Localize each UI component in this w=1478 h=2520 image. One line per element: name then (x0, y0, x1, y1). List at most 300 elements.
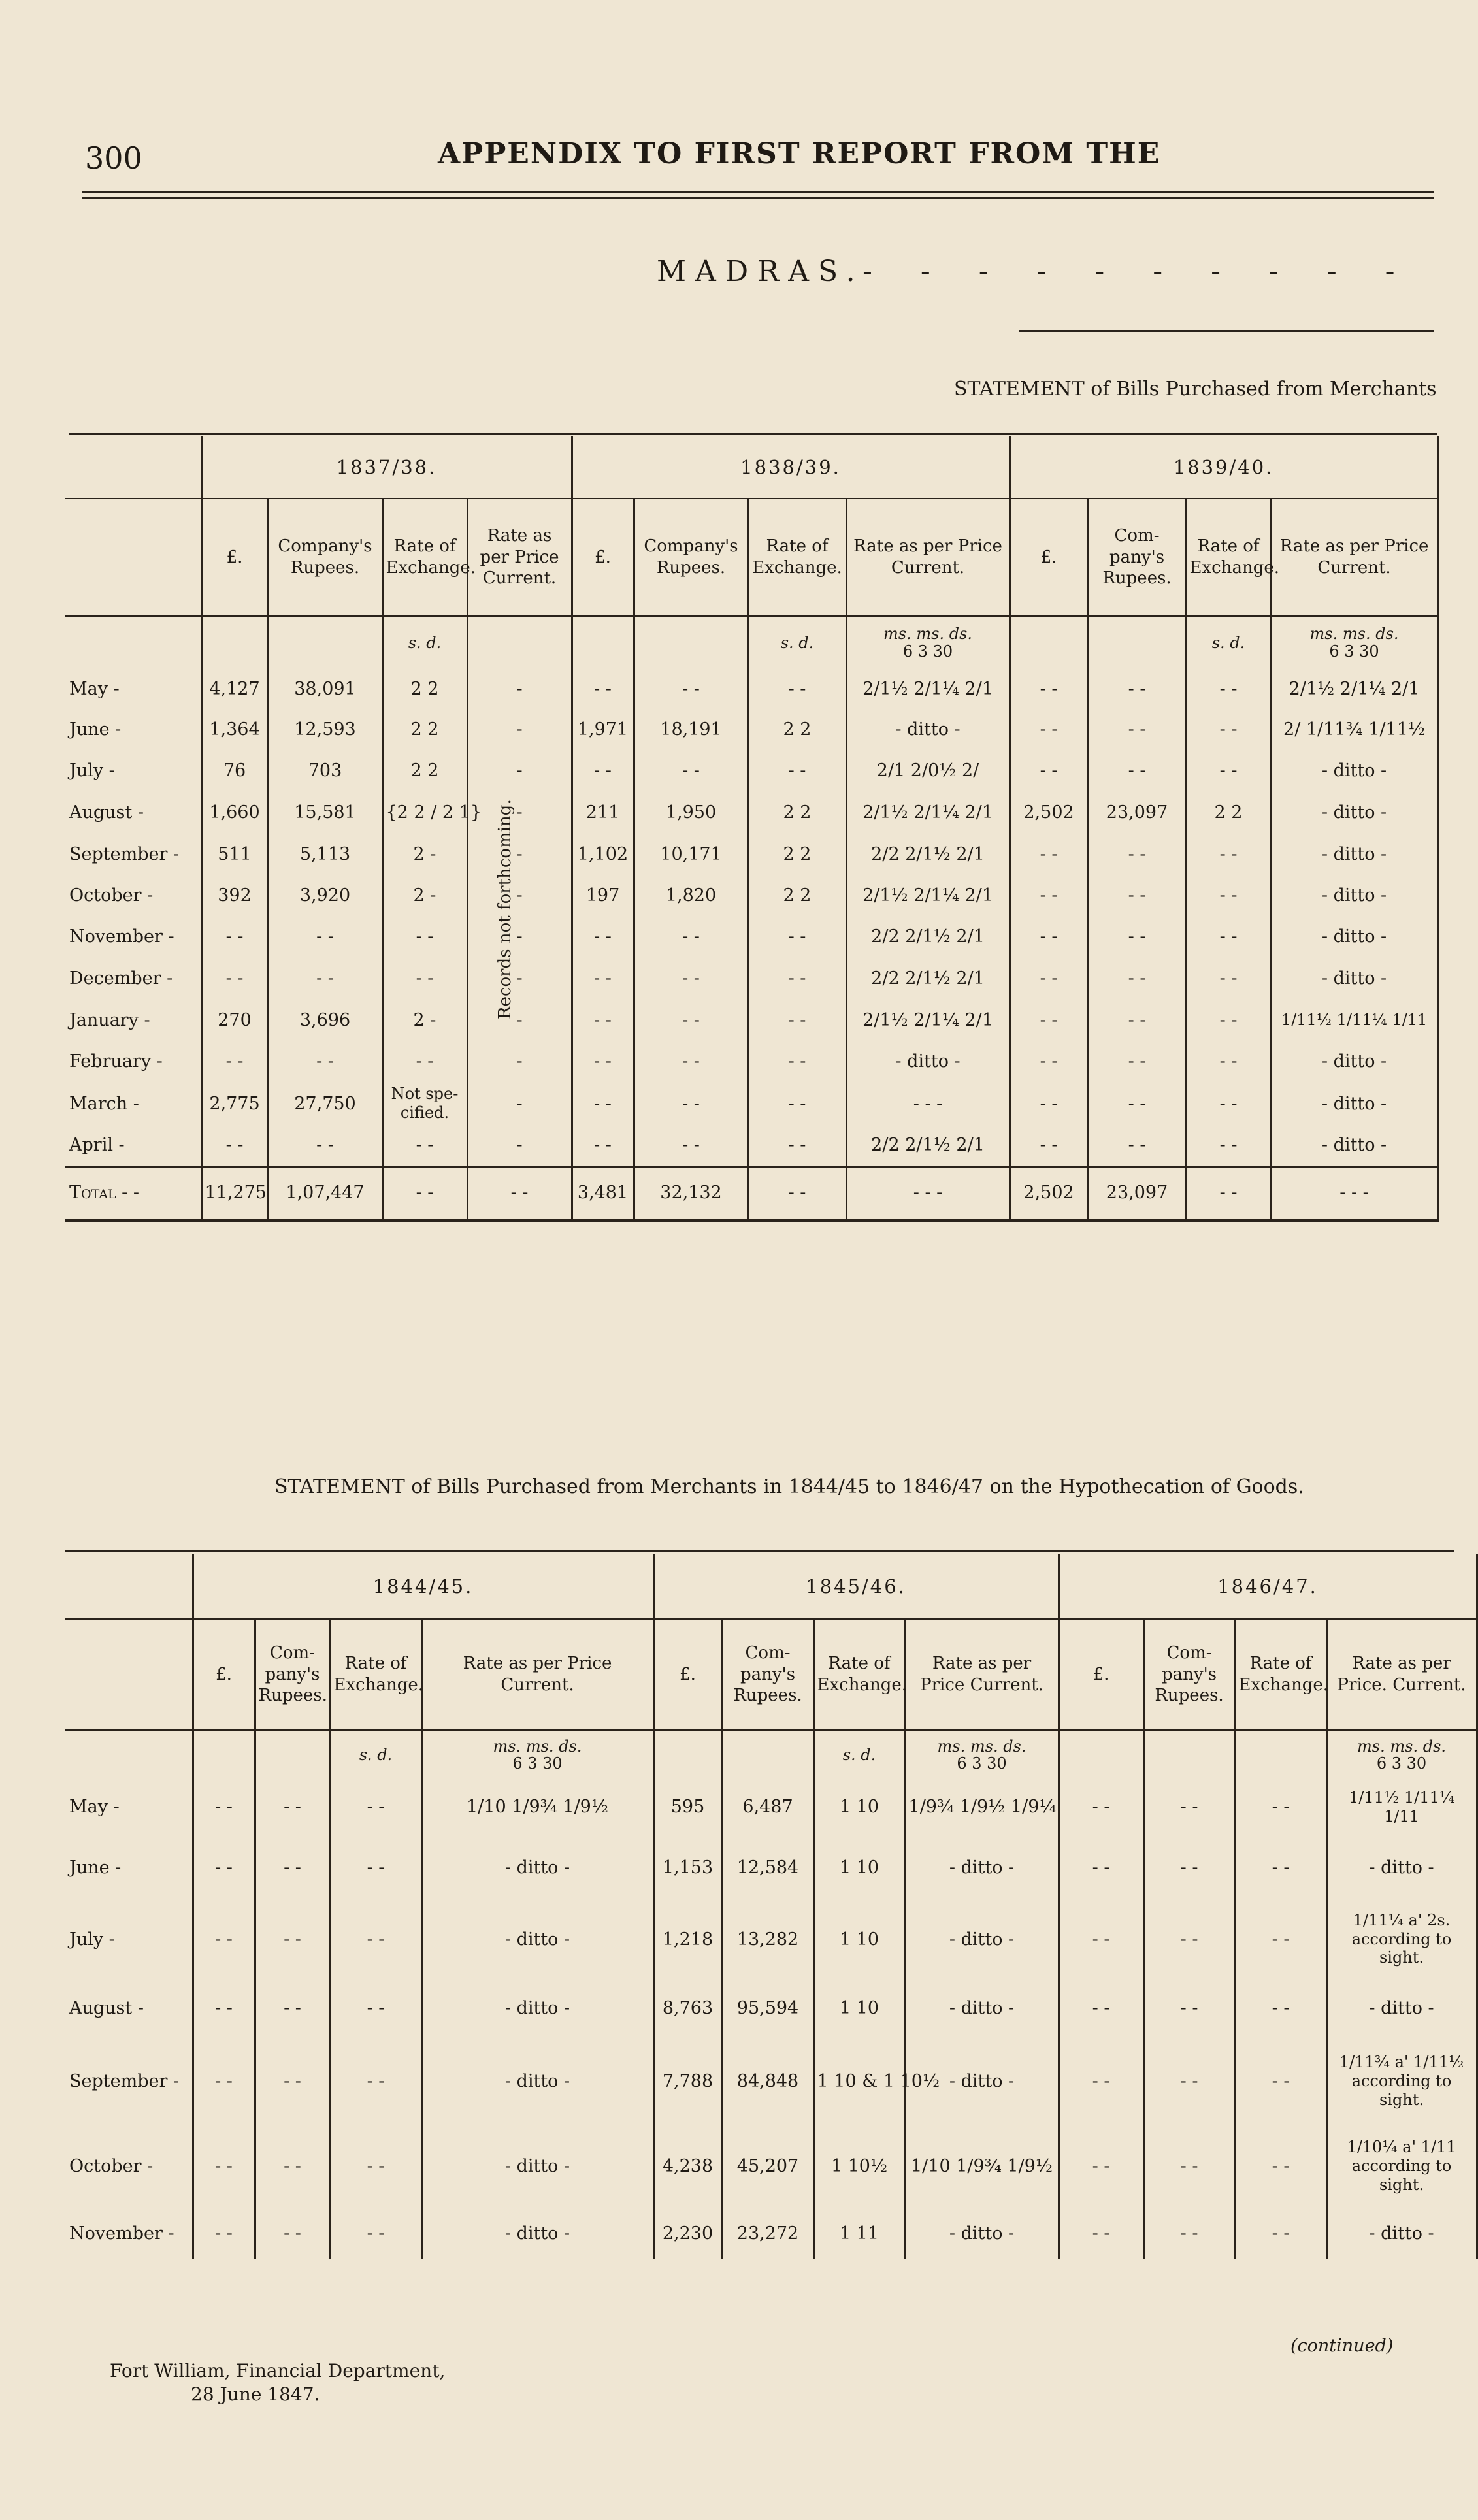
table-cell: - ditto - (421, 2125, 653, 2207)
records-note: Records not forthcoming. (495, 799, 515, 1019)
table-cell: - - (1186, 709, 1271, 750)
table-cell: 1,218 (653, 1900, 722, 1978)
table-cell: - - (255, 1779, 330, 1835)
table-cell: 392 (201, 874, 268, 916)
table-cell: - - (1088, 834, 1186, 874)
table-row (65, 874, 1437, 916)
table-cell: 1/11½ 1/11¼ 1/11 (1271, 999, 1437, 1041)
table-cell: - - (330, 1900, 421, 1978)
table-cell: 2/1½ 2/1¼ 2/1 (846, 668, 1010, 709)
table-cell: - - (1010, 957, 1088, 999)
statement2-caption: STATEMENT of Bills Purchased from Merchants in 1844/45 to 1846/47 on the Hypothecation of Goods. (274, 1475, 1304, 1498)
table-cell: 1,971 (572, 709, 634, 750)
table-cell: - - (748, 957, 846, 999)
table-cell: 2 - (382, 874, 467, 916)
table-cell: - - (1088, 1041, 1186, 1082)
table-cell: 13,282 (722, 1900, 813, 1978)
table-cell: Not spe-cified. (382, 1082, 467, 1125)
table-cell: - - (268, 916, 382, 957)
table-cell: - - (382, 957, 467, 999)
total-cell: - - - (1271, 1166, 1437, 1220)
table-cell: - - (572, 1125, 634, 1166)
table-cell: - ditto - (1271, 750, 1437, 791)
table-cell: - - (255, 1835, 330, 1900)
row-month: December - (69, 968, 173, 989)
table-cell: - - (1143, 1978, 1235, 2037)
table1-top-rule (69, 433, 1437, 435)
table-cell: 95,594 (722, 1978, 813, 2037)
unit-ms: ms. ms. ds. 6 3 30 (846, 616, 1010, 668)
table-cell: 2/2 2/1½ 2/1 (846, 916, 1010, 957)
table-cell: - - (1143, 2037, 1235, 2125)
table-cell: - - (1186, 999, 1271, 1041)
row-month: September - (69, 843, 180, 864)
total-cell: 32,132 (634, 1166, 748, 1220)
table-cell: 2/2 2/1½ 2/1 (846, 957, 1010, 999)
table-cell: - - (634, 1125, 748, 1166)
table-cell: - - (572, 999, 634, 1041)
table-cell: 1,153 (653, 1835, 722, 1900)
table-cell: - - (1186, 1125, 1271, 1166)
table-cell: - - (1088, 874, 1186, 916)
footer-date: 28 June 1847. (191, 2383, 320, 2405)
row-month: June - (69, 1857, 122, 1878)
table-cell: 2,230 (653, 2207, 722, 2259)
table-cell: - - (1088, 668, 1186, 709)
table-cell: - - (1010, 916, 1088, 957)
table-cell: - - (1010, 1125, 1088, 1166)
table-cell: 12,584 (722, 1835, 813, 1900)
unit-sd: s. d. (813, 1730, 905, 1779)
table-row (65, 750, 1437, 791)
table-cell: 2/1½ 2/1¼ 2/1 (846, 791, 1010, 834)
table-cell: - - (634, 999, 748, 1041)
total-label: Total - - (65, 1166, 201, 1220)
table-row (65, 2125, 1477, 2207)
table-cell: 3,696 (268, 999, 382, 1041)
table-cell: - - (201, 1041, 268, 1082)
table-cell: - - (634, 668, 748, 709)
table-cell: 1 10 (813, 1779, 905, 1835)
table-cell: 7,788 (653, 2037, 722, 2125)
table-cell: 1/10¼ a' 1/11 according to sight. (1326, 2125, 1477, 2207)
table-cell: 2/1½ 2/1¼ 2/1 (1271, 668, 1437, 709)
table-cell: 1/11½ 1/11¼ 1/11 (1326, 1779, 1477, 1835)
table-cell: - - (572, 916, 634, 957)
col-exchange: Rate of Exchange. (382, 499, 467, 616)
table-cell: 2/ 1/11¾ 1/11½ (1271, 709, 1437, 750)
table-cell: - - (1235, 1978, 1326, 2037)
table-cell: 1,660 (201, 791, 268, 834)
table-cell: - - (634, 957, 748, 999)
col-rupees: Com-pany's Rupees. (255, 1619, 330, 1730)
table-cell: - - (1143, 2207, 1235, 2259)
table-cell: - (467, 1125, 572, 1166)
table-cell: - (467, 834, 572, 874)
table-cell: - - (382, 1041, 467, 1082)
table-cell: - - (201, 957, 268, 999)
table-cell: - - (1088, 750, 1186, 791)
statement2-table (65, 1554, 1478, 2259)
table-cell: - (467, 916, 572, 957)
table-cell: - - (572, 1082, 634, 1125)
table-cell: - - (1143, 1900, 1235, 1978)
table-cell: - (467, 999, 572, 1041)
table-cell: 1,102 (572, 834, 634, 874)
col-price-current: Rate as per Price. Current. (1326, 1619, 1477, 1730)
table-cell: 1,820 (634, 874, 748, 916)
blank-cell (65, 499, 201, 616)
table-cell: 1 10 & 1 10½ (813, 2037, 905, 2125)
row-month: February - (69, 1051, 163, 1072)
table-cell: - - (255, 2207, 330, 2259)
table-cell: 12,593 (268, 709, 382, 750)
table-cell: 4,127 (201, 668, 268, 709)
table-cell: 10,171 (634, 834, 748, 874)
table-cell: - (467, 1082, 572, 1125)
table-cell: - (467, 957, 572, 999)
table-cell: 2 2 (748, 834, 846, 874)
col-price-current: Rate as per Price Current. (846, 499, 1010, 616)
table-cell: - - (255, 1978, 330, 2037)
table-cell: - - (1186, 916, 1271, 957)
table-cell: - - (634, 1082, 748, 1125)
row-month: October - (69, 885, 154, 906)
continued-note: (continued) (1290, 2336, 1394, 2356)
table-cell: - - (1059, 1779, 1143, 1835)
table-cell: - - (1010, 834, 1088, 874)
table-cell: 2/2 2/1½ 2/1 (846, 1125, 1010, 1166)
total-cell: 2,502 (1010, 1166, 1088, 1220)
total-cell: 11,275 (201, 1166, 268, 1220)
table-cell: 1 10 (813, 1835, 905, 1900)
row-month: August - (69, 1997, 144, 2018)
table-cell: 211 (572, 791, 634, 834)
table-cell: - - (1088, 709, 1186, 750)
row-month: May - (69, 1797, 120, 1817)
table-cell: 1,950 (634, 791, 748, 834)
table-cell: 1,364 (201, 709, 268, 750)
table-row (65, 2207, 1477, 2259)
year-1838: 1838/39. (572, 436, 1010, 499)
unit-ms: ms. ms. ds. 6 3 30 (905, 1730, 1059, 1779)
table-cell: - - (1186, 668, 1271, 709)
table-cell: - - (1010, 668, 1088, 709)
page-number: 300 (85, 140, 142, 176)
row-month: April - (69, 1135, 125, 1156)
table-cell: - ditto - (905, 1835, 1059, 1900)
table-cell: - - (1059, 1900, 1143, 1978)
table-cell: 1 11 (813, 2207, 905, 2259)
table-cell: - - (634, 1041, 748, 1082)
row-month: May - (69, 678, 120, 699)
section-heading: MADRAS. (657, 255, 864, 288)
table-cell: - - (748, 916, 846, 957)
table-cell: - ditto - (846, 709, 1010, 750)
table-cell: - (467, 709, 572, 750)
table-cell: - - (193, 2125, 255, 2207)
table-cell: - ditto - (1271, 834, 1437, 874)
table-cell: - (467, 874, 572, 916)
table-cell: - - (1088, 1082, 1186, 1125)
table-cell: 5,113 (268, 834, 382, 874)
table-cell: - - (1010, 874, 1088, 916)
table-cell: - ditto - (846, 1041, 1010, 1082)
table-cell: 1/11¼ a' 2s. according to sight. (1326, 1900, 1477, 1978)
table-row (65, 668, 1437, 709)
table-cell: 1/11¾ a' 1/11½ according to sight. (1326, 2037, 1477, 2125)
table-cell: - - (1010, 999, 1088, 1041)
table-cell: - - (268, 1125, 382, 1166)
table-cell: - - (634, 750, 748, 791)
table-cell: {2 2 / 2 1} (382, 791, 467, 834)
table-cell: 18,191 (634, 709, 748, 750)
table-row (65, 1082, 1437, 1125)
col-price-current: Rate as per Price Current. (1271, 499, 1437, 616)
table-cell: 38,091 (268, 668, 382, 709)
table-cell: - - (201, 916, 268, 957)
col-rupees: Com-pany's Rupees. (1088, 499, 1186, 616)
table-cell: 3,920 (268, 874, 382, 916)
table-cell: - - (382, 916, 467, 957)
table-cell: 2 2 (748, 874, 846, 916)
table-cell: - - (748, 1041, 846, 1082)
table-cell: - ditto - (1271, 791, 1437, 834)
table-cell: - - (1235, 2207, 1326, 2259)
table-row (65, 1835, 1477, 1900)
table-cell: - ditto - (905, 1978, 1059, 2037)
table-cell: 1/9¾ 1/9½ 1/9¼ (905, 1779, 1059, 1835)
table-cell: 2/1½ 2/1¼ 2/1 (846, 874, 1010, 916)
table-cell: 2,775 (201, 1082, 268, 1125)
table-cell: 2 2 (382, 750, 467, 791)
table-cell: - ditto - (421, 2207, 653, 2259)
table-cell: - - (1143, 1779, 1235, 1835)
table-cell: 45,207 (722, 2125, 813, 2207)
col-pounds: £. (193, 1619, 255, 1730)
table-cell: - ditto - (421, 1978, 653, 2037)
table-cell: - - (1186, 874, 1271, 916)
table-cell: 6,487 (722, 1779, 813, 1835)
year-1846: 1846/47. (1059, 1554, 1477, 1619)
table-cell: - - (255, 2125, 330, 2207)
col-pounds: £. (653, 1619, 722, 1730)
total-cell: - - (748, 1166, 846, 1220)
table-cell: - - (1010, 1041, 1088, 1082)
table-cell: - - (748, 999, 846, 1041)
table-cell: - - (1010, 1082, 1088, 1125)
header-rule (82, 191, 1434, 193)
table-cell: 1 10½ (813, 2125, 905, 2207)
total-cell: 1,07,447 (268, 1166, 382, 1220)
table-cell: 4,238 (653, 2125, 722, 2207)
col-price-current: Rate as per Price Current. (905, 1619, 1059, 1730)
statement1-table (65, 436, 1439, 1222)
table-cell: - - (1186, 1082, 1271, 1125)
table-cell: - - (1010, 709, 1088, 750)
year-1837: 1837/38. (201, 436, 572, 499)
table-cell: 2 2 (1186, 791, 1271, 834)
table-cell: - - (1059, 1978, 1143, 2037)
unit-sd: s. d. (748, 616, 846, 668)
table-cell: - ditto - (421, 1835, 653, 1900)
statement1-caption: STATEMENT of Bills Purchased from Merchants (954, 378, 1437, 401)
table-cell: 2 2 (382, 668, 467, 709)
col-price-current: Rate as per Price Current. (467, 499, 572, 616)
unit-sd: s. d. (382, 616, 467, 668)
table2-top-rule (65, 1550, 1454, 1552)
table-cell: - - (1186, 834, 1271, 874)
row-month: June - (69, 719, 122, 740)
table-cell: 595 (653, 1779, 722, 1835)
unit-sd: s. d. (330, 1730, 421, 1779)
table-cell: - - (1235, 1900, 1326, 1978)
unit-ms: ms. ms. ds. 6 3 30 (1271, 616, 1437, 668)
table-cell: 197 (572, 874, 634, 916)
table-row (65, 709, 1437, 750)
table-cell: - - (1088, 999, 1186, 1041)
table-cell: 1/10 1/9¾ 1/9½ (421, 1779, 653, 1835)
col-rupees: Com-pany's Rupees. (722, 1619, 813, 1730)
table-row (65, 1041, 1437, 1082)
table-cell: 1 10 (813, 1978, 905, 2037)
col-exchange: Rate of Exchange. (1235, 1619, 1326, 1730)
table-cell: - - (1235, 2037, 1326, 2125)
table-cell: - - (330, 1779, 421, 1835)
section-rule (1019, 330, 1434, 332)
table-cell: - ditto - (1326, 1835, 1477, 1900)
table-cell: - ditto - (1271, 957, 1437, 999)
total-cell: - - - (846, 1166, 1010, 1220)
table-cell: 27,750 (268, 1082, 382, 1125)
table-cell: - - (1235, 1835, 1326, 1900)
row-month: July - (69, 1929, 115, 1950)
total-cell: - - (1186, 1166, 1271, 1220)
table-row (65, 791, 1437, 834)
table-cell: - - (1235, 1779, 1326, 1835)
table-cell: - - (1235, 2125, 1326, 2207)
table-cell: - (467, 1041, 572, 1082)
unit-ms: ms. ms. ds. 6 3 30 (421, 1730, 653, 1779)
table-cell: - - (1143, 1835, 1235, 1900)
table-cell: 84,848 (722, 2037, 813, 2125)
table-cell: - - (1010, 750, 1088, 791)
table-row (65, 1978, 1477, 2037)
col-exchange: Rate of Exchange. (1186, 499, 1271, 616)
table-cell: 23,097 (1088, 791, 1186, 834)
row-month: November - (69, 926, 174, 947)
table-cell: - - (1059, 2125, 1143, 2207)
table-cell: 23,272 (722, 2207, 813, 2259)
table-cell: - - (1059, 2207, 1143, 2259)
row-month: January - (69, 1009, 150, 1030)
table-cell: 8,763 (653, 1978, 722, 2037)
section-leader: - - - - - - - - - - (862, 255, 1415, 288)
table-cell: - - (1186, 750, 1271, 791)
table-cell: 703 (268, 750, 382, 791)
table-cell: - - (748, 1125, 846, 1166)
table-cell: 2/1½ 2/1¼ 2/1 (846, 999, 1010, 1041)
table-cell: - - (748, 668, 846, 709)
table-cell: 270 (201, 999, 268, 1041)
row-month: March - (69, 1093, 139, 1114)
total-cell: - - (467, 1166, 572, 1220)
page-title: APPENDIX TO FIRST REPORT FROM THE (438, 137, 1161, 171)
table-cell: - - (193, 2207, 255, 2259)
table-row (65, 1900, 1477, 1978)
table-cell: - ditto - (1271, 1041, 1437, 1082)
col-rupees: Company's Rupees. (268, 499, 382, 616)
col-rupees: Com-pany's Rupees. (1143, 1619, 1235, 1730)
table-cell: - (467, 668, 572, 709)
col-price-current: Rate as per Price Current. (421, 1619, 653, 1730)
table-cell: - - (748, 750, 846, 791)
table-cell: - - (193, 1978, 255, 2037)
table-cell: - - (572, 750, 634, 791)
table-cell: - ditto - (421, 1900, 653, 1978)
table-cell: - - - (846, 1082, 1010, 1125)
total-cell: - - (382, 1166, 467, 1220)
col-exchange: Rate of Exchange. (813, 1619, 905, 1730)
table-cell: - - (572, 668, 634, 709)
table-cell: 1/10 1/9¾ 1/9½ (905, 2125, 1059, 2207)
table-row (65, 2037, 1477, 2125)
year-1845: 1845/46. (653, 1554, 1059, 1619)
table-cell: - - (268, 957, 382, 999)
table-cell: - ditto - (1326, 1978, 1477, 2037)
table-cell: - - (1186, 1041, 1271, 1082)
table-cell: - - (748, 1082, 846, 1125)
table-cell: - - (330, 2207, 421, 2259)
table-cell: - ditto - (1326, 2207, 1477, 2259)
row-month: November - (69, 2223, 174, 2244)
table-cell: - - (572, 957, 634, 999)
header-rule-thin (82, 197, 1434, 199)
table-cell: 2 2 (748, 791, 846, 834)
table-cell: - ditto - (905, 1900, 1059, 1978)
table-cell: - ditto - (905, 2207, 1059, 2259)
table-cell: - ditto - (1271, 1082, 1437, 1125)
table-cell: - - (330, 2037, 421, 2125)
table-cell: - - (330, 1835, 421, 1900)
table-cell: - - (268, 1041, 382, 1082)
table-cell: - - (1088, 957, 1186, 999)
total-cell: 23,097 (1088, 1166, 1186, 1220)
col-exchange: Rate of Exchange. (748, 499, 846, 616)
table-cell: 2 - (382, 999, 467, 1041)
table-cell: 1 10 (813, 1900, 905, 1978)
col-pounds: £. (572, 499, 634, 616)
table-cell: - - (1143, 2125, 1235, 2207)
table-cell: - - (572, 1041, 634, 1082)
table-cell: - - (255, 2037, 330, 2125)
table-cell: - - (1088, 916, 1186, 957)
table-cell: - - (193, 2037, 255, 2125)
col-pounds: £. (201, 499, 268, 616)
table-cell: - ditto - (1271, 916, 1437, 957)
col-pounds: £. (1010, 499, 1088, 616)
table-cell: - (467, 791, 572, 834)
table-row (65, 916, 1437, 957)
table-cell: - - (330, 1978, 421, 2037)
table-cell: - - (1059, 1835, 1143, 1900)
unit-ms: ms. ms. ds. 6 3 30 (1326, 1730, 1477, 1779)
table-row (65, 1125, 1437, 1166)
table-cell: - ditto - (421, 2037, 653, 2125)
table-cell: - - (1186, 957, 1271, 999)
table-cell: - ditto - (1271, 874, 1437, 916)
table-cell: - - (330, 2125, 421, 2207)
